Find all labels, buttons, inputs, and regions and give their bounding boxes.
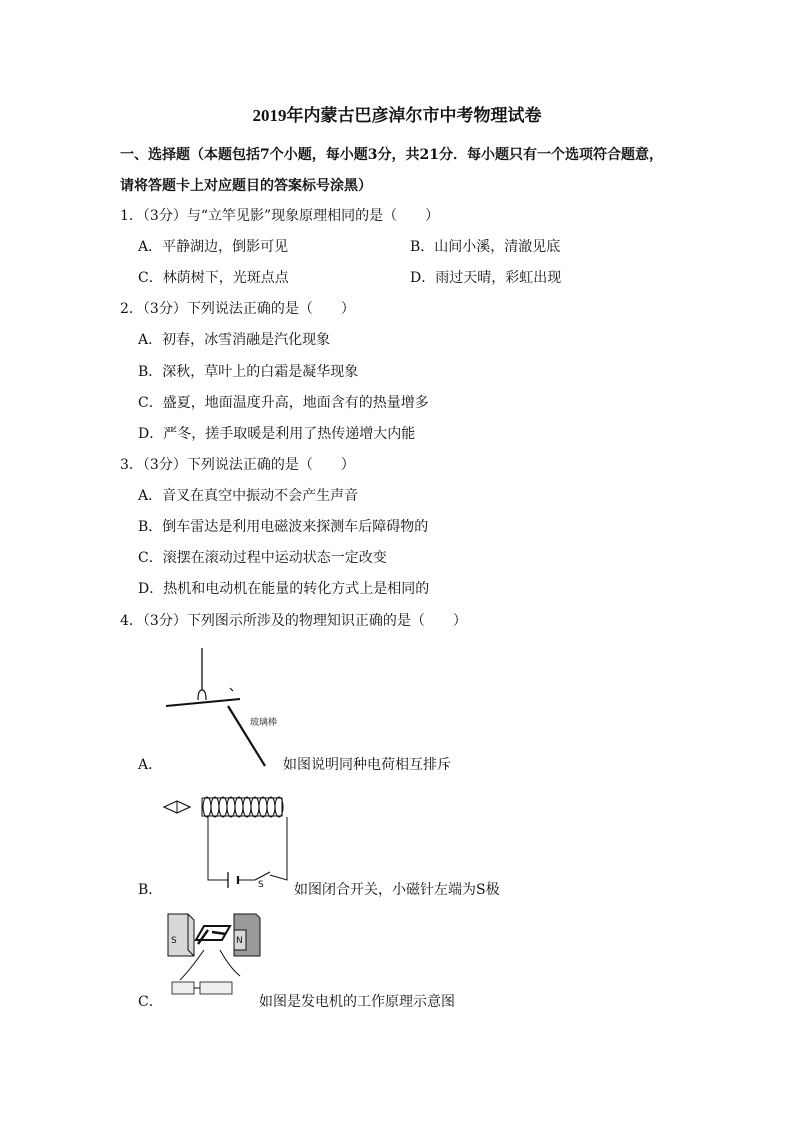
figure-a-label-glass-rod: 玻璃棒 (250, 718, 278, 728)
question-4-option-b-letter[interactable]: B． (138, 882, 163, 898)
question-4-stem: 4．（3分）下列图示所涉及的物理知识正确的是（ ） (120, 613, 467, 629)
solenoid-coils (203, 797, 283, 817)
question-3-stem: 3．（3分）下列说法正确的是（ ） (120, 457, 355, 473)
question-1-stem: 1．（3分）与“立竿见影”现象原理相同的是（ ） (120, 208, 440, 224)
meter-box-2 (200, 982, 232, 994)
question-2-option-b[interactable]: B．深秋，草叶上的白霜是凝华现象 (138, 364, 359, 380)
question-2-stem: 2．（3分）下列说法正确的是（ ） (120, 301, 355, 317)
magnet-s-block (168, 914, 194, 956)
section-heading-line1: 一、选择题（本题包括7个小题，每小题3分，共21分．每小题只有一个选项符合题意， (120, 147, 663, 163)
question-4-option-a-letter[interactable]: A． (138, 757, 163, 773)
suspended-rod (166, 699, 240, 706)
question-2-option-c[interactable]: C．盛夏，地面温度升高，地面含有的热量增多 (138, 395, 429, 411)
question-1-option-b[interactable]: B．山间小溪，清澈见底 (410, 239, 561, 255)
page-title: 2019年内蒙古巴彦淖尔市中考物理试卷 (252, 106, 542, 125)
question-3-option-a[interactable]: A．音叉在真空中振动不会产生声音 (138, 488, 359, 504)
circuit-wires (208, 817, 287, 880)
question-2-option-a[interactable]: A．初春，冰雪消融是汽化现象 (138, 332, 331, 348)
small-mark (230, 688, 233, 691)
question-4-option-b-text[interactable]: 如图闭合开关，小磁针左端为S极 (294, 882, 500, 898)
thread-hook (198, 690, 206, 700)
meter-box-1 (172, 982, 194, 994)
question-1-option-c[interactable]: C．林荫树下，光斑点点 (138, 270, 289, 286)
question-2-option-d[interactable]: D．严冬，搓手取暖是利用了热传递增大内能 (138, 426, 416, 442)
figure-b-solenoid-circuit (160, 792, 295, 892)
question-4-option-a-text[interactable]: 如图说明同种电荷相互排斥 (283, 757, 451, 773)
figure-c-generator (160, 910, 265, 1002)
switch-blade (255, 872, 270, 880)
glass-rod (228, 706, 265, 766)
question-3-option-b[interactable]: B．倒车雷达是利用电磁波来探测车后障碍物的 (138, 519, 429, 535)
question-1-option-d[interactable]: D．雨过天晴，彩虹出现 (410, 270, 562, 286)
figure-c-label-s: S (171, 936, 177, 946)
question-3-option-d[interactable]: D．热机和电动机在能量的转化方式上是相同的 (138, 581, 430, 597)
question-3-option-c[interactable]: C．滚摆在滚动过程中运动状态一定改变 (138, 550, 387, 566)
figure-a-charged-rods (160, 648, 290, 773)
figure-b-label-switch: S (258, 880, 264, 890)
figure-c-label-n: N (236, 936, 243, 946)
question-4-option-c-text[interactable]: 如图是发电机的工作原理示意图 (259, 994, 455, 1010)
question-1-option-a[interactable]: A．平静湖边，倒影可见 (138, 239, 289, 255)
section-heading-line2: 请将答题卡上对应题目的答案标号涂黑） (120, 178, 372, 194)
question-4-option-c-letter[interactable]: C． (138, 994, 163, 1010)
